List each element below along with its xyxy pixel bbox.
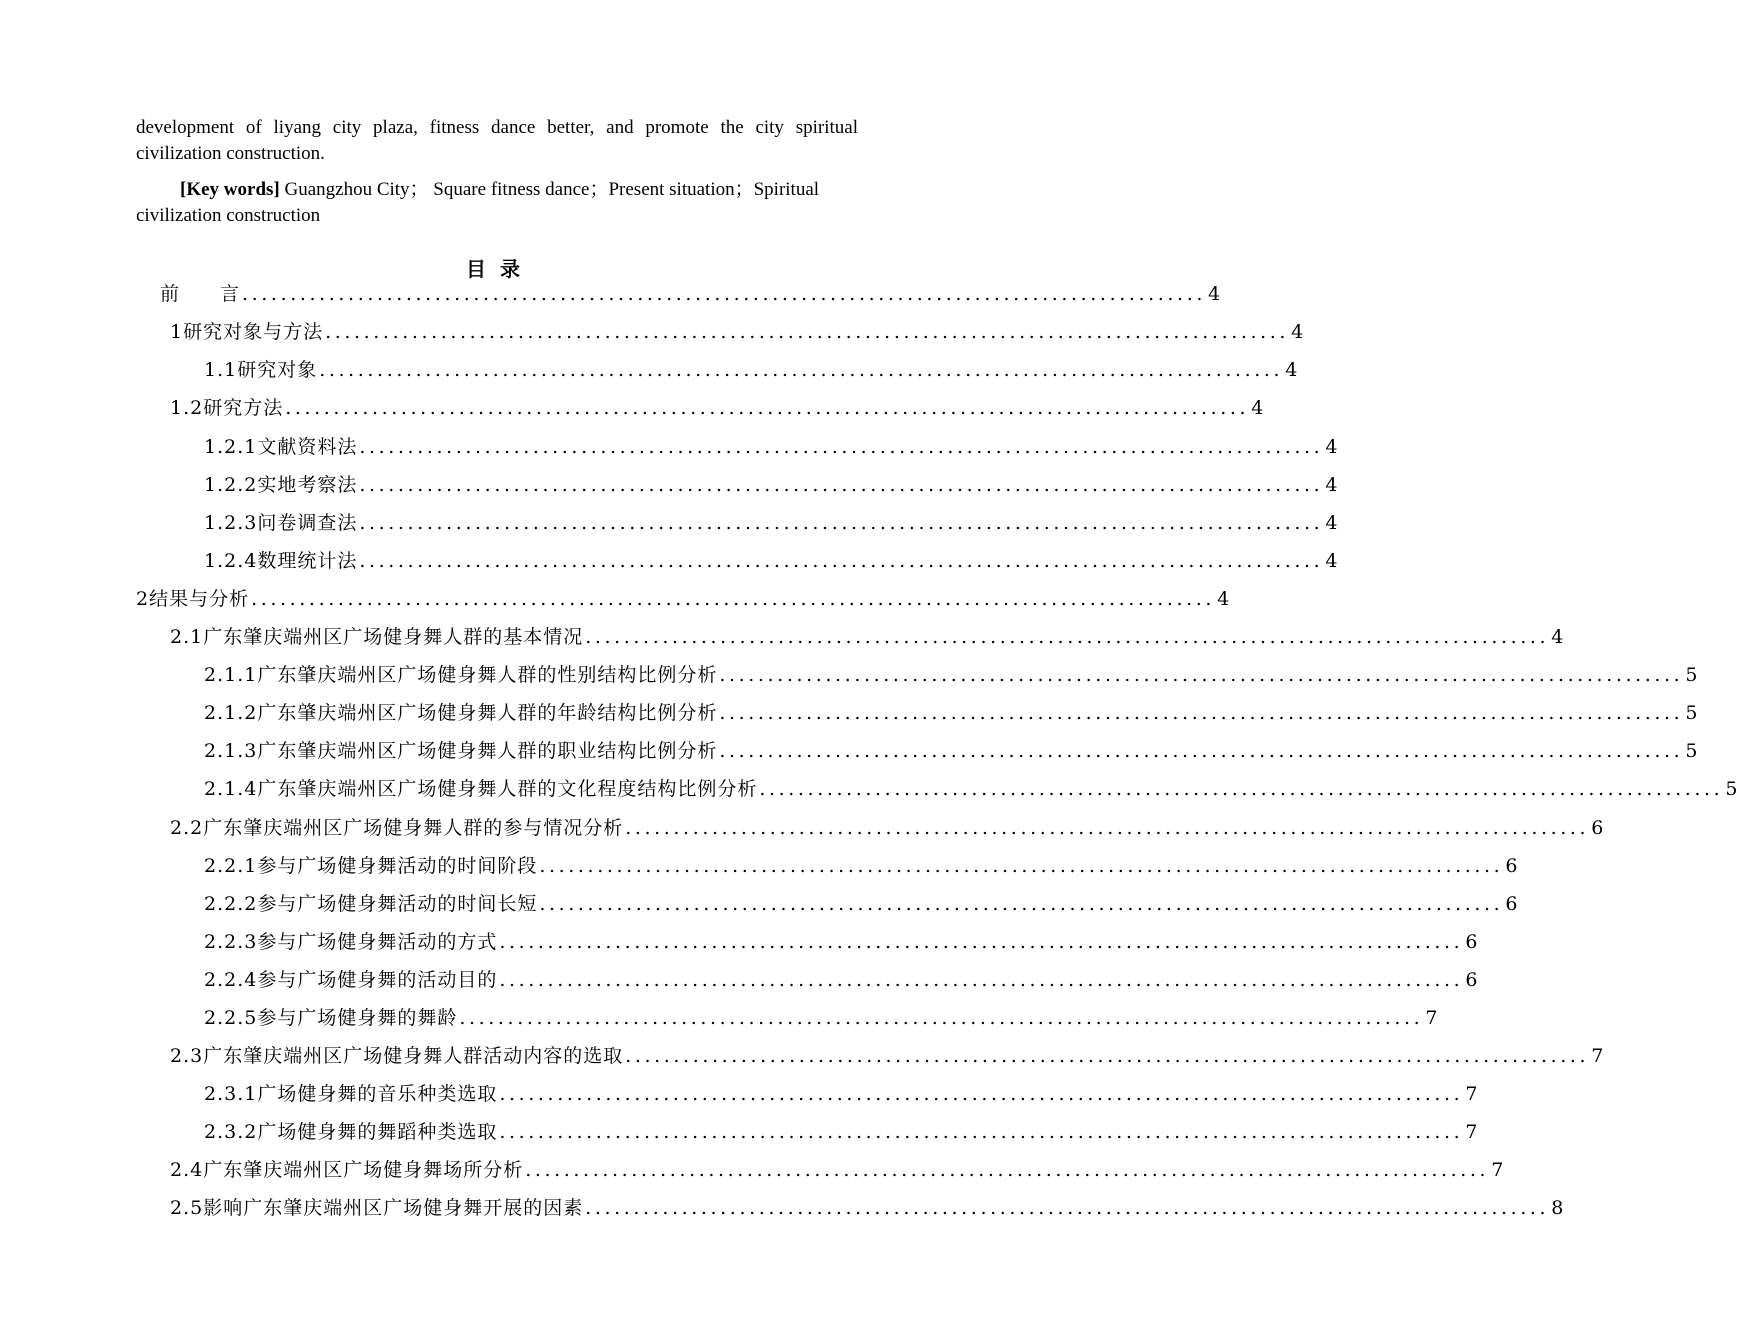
toc-entry-label: 2.2.2参与广场健身舞活动的时间长短: [204, 893, 538, 915]
toc-entry-page: 4: [1217, 588, 1230, 610]
toc-entry-page: 5: [1685, 664, 1698, 686]
toc-entry-2-5: [170, 1195, 1564, 1221]
toc-entry-page: 7: [1465, 1121, 1478, 1143]
toc-leader-dots: ....................................................................................................: [759, 778, 1724, 800]
toc-entry-2-2-5: [204, 1005, 1438, 1031]
toc-entry-label: 2.3.1广场健身舞的音乐种类选取: [204, 1083, 498, 1105]
toc-leader-dots: ....................................................................................................: [719, 740, 1684, 762]
toc-entry-page: 6: [1591, 817, 1604, 839]
toc-entry-label: 2.2.5参与广场健身舞的舞龄: [204, 1007, 458, 1029]
toc-entry-page: 7: [1591, 1045, 1604, 1067]
toc-entry-label: 2.1.2广东肇庆端州区广场健身舞人群的年龄结构比例分析: [204, 702, 718, 724]
toc-entry-2-2-3: [204, 929, 1478, 955]
toc-entry-page: 4: [1251, 397, 1264, 419]
toc-entry-page: 5: [1685, 702, 1698, 724]
toc-entry-label: 2结果与分析: [136, 588, 250, 610]
toc-entry-2-2-4: [204, 967, 1478, 993]
toc-entry-page: 6: [1465, 969, 1478, 991]
toc-entry-label: 2.4广东肇庆端州区广场健身舞场所分析: [170, 1159, 524, 1181]
toc-leader-dots: ....................................................................................................: [359, 474, 1324, 496]
toc-entry-label: 2.3.2广场健身舞的舞蹈种类选取: [204, 1121, 498, 1143]
toc-entry-page: 6: [1465, 931, 1478, 953]
toc-entry-1-2-3: [204, 510, 1338, 536]
keywords-paragraph: [136, 177, 858, 229]
toc-entry-preface: [160, 281, 1221, 307]
toc-entry-page: 7: [1491, 1159, 1504, 1181]
toc-leader-dots: ....................................................................................................: [539, 893, 1504, 915]
keywords-label: [Key words]: [180, 179, 280, 200]
toc-entry-label: 2.1.3广东肇庆端州区广场健身舞人群的职业结构比例分析: [204, 740, 718, 762]
toc-entry-2-3-2: [204, 1119, 1478, 1145]
toc-leader-dots: ....................................................................................................: [499, 1121, 1464, 1143]
toc-entry-2-4: [170, 1157, 1504, 1183]
toc-entry-page: 4: [1551, 626, 1564, 648]
toc-entry-2-3-1: [204, 1081, 1478, 1107]
toc-leader-dots: ....................................................................................................: [359, 550, 1324, 572]
toc-entry-label: 1.2研究方法: [170, 397, 284, 419]
toc-entry-page: 4: [1325, 474, 1338, 496]
toc-entry-label: 2.2广东肇庆端州区广场健身舞人群的参与情况分析: [170, 817, 624, 839]
toc-leader-dots: ....................................................................................................: [625, 817, 1590, 839]
toc-entry-label: 2.3广东肇庆端州区广场健身舞人群活动内容的选取: [170, 1045, 624, 1067]
toc-leader-dots: ....................................................................................................: [499, 969, 1464, 991]
toc-entry-label: 1.2.2实地考察法: [204, 474, 358, 496]
toc-leader-dots: ....................................................................................................: [319, 359, 1284, 381]
toc-leader-dots: ....................................................................................................: [325, 321, 1290, 343]
toc-title: 目录: [466, 257, 534, 281]
toc-entry-label: 1.2.1文献资料法: [204, 436, 358, 458]
toc-entry-2-1: [170, 624, 1564, 650]
toc-entry-label: 2.2.3参与广场健身舞活动的方式: [204, 931, 498, 953]
toc-entry-2-1-4: [204, 776, 1737, 802]
toc-leader-dots: ....................................................................................................: [585, 1197, 1550, 1219]
toc-entry-label: 1.1研究对象: [204, 359, 318, 381]
toc-entry-label: 2.1.1广东肇庆端州区广场健身舞人群的性别结构比例分析: [204, 664, 718, 686]
toc-leader-dots: ....................................................................................................: [499, 931, 1464, 953]
toc-leader-dots: ....................................................................................................: [585, 626, 1550, 648]
toc-entry-page: 4: [1325, 550, 1338, 572]
toc-entry-2-2-1: [204, 853, 1518, 879]
toc-entry-2-2: [170, 815, 1604, 841]
abstract-tail-paragraph: development of liyang city plaza, fitness dance better, and promote the city spiritual civilization construction.: [136, 117, 858, 164]
toc-entry-page: 4: [1207, 283, 1221, 305]
toc-leader-dots: ....................................................................................................: [525, 1159, 1490, 1181]
toc-leader-dots: ....................................................................................................: [459, 1007, 1424, 1029]
toc-entry-page: 6: [1505, 893, 1518, 915]
toc-entry-page: 4: [1285, 359, 1298, 381]
toc-leader-dots: ....................................................................................................: [285, 397, 1250, 419]
toc-entry-label: 前 言: [160, 283, 241, 305]
toc-entry-2-1-1: [204, 662, 1698, 688]
toc-leader-dots: ....................................................................................................: [539, 855, 1504, 877]
toc-leader-dots: ....................................................................................................: [359, 512, 1324, 534]
toc-leader-dots: ....................................................................................................: [625, 1045, 1590, 1067]
toc-leader-dots: ....................................................................................................: [499, 1083, 1464, 1105]
toc-entry-1: [170, 319, 1304, 345]
toc-leader-dots: ....................................................................................................: [359, 436, 1324, 458]
toc-entry-1-2-2: [204, 472, 1338, 498]
toc-leader-dots: ....................................................................................................: [251, 588, 1216, 610]
toc-entry-page: 8: [1551, 1197, 1564, 1219]
toc-entry-label: 2.1广东肇庆端州区广场健身舞人群的基本情况: [170, 626, 584, 648]
toc-leader-dots: ....................................................................................................: [719, 664, 1684, 686]
toc-leader-dots: ....................................................................................................: [719, 702, 1684, 724]
toc-entry-label: 2.2.4参与广场健身舞的活动目的: [204, 969, 498, 991]
toc-entry-page: 4: [1325, 512, 1338, 534]
toc-entry-label: 1.2.3问卷调查法: [204, 512, 358, 534]
keywords-text: Guangzhou City； Square fitness dance；Present situation；Spiritual civilization construction: [136, 179, 820, 226]
toc-entry-2-1-2: [204, 700, 1698, 726]
toc-entry-1-1: [204, 357, 1298, 383]
toc-leader-dots: ....................................................................................................: [242, 283, 1206, 305]
toc-entry-page: 7: [1465, 1083, 1478, 1105]
toc-entry-1-2: [170, 395, 1264, 421]
toc-entry-label: 1研究对象与方法: [170, 321, 324, 343]
toc-entry-page: 4: [1325, 436, 1338, 458]
toc-entry-label: 2.1.4广东肇庆端州区广场健身舞人群的文化程度结构比例分析: [204, 778, 758, 800]
toc-entry-page: 5: [1685, 740, 1698, 762]
toc-entry-label: 2.2.1参与广场健身舞活动的时间阶段: [204, 855, 538, 877]
toc-entry-page: 5: [1725, 778, 1737, 800]
toc-entry-1-2-1: [204, 434, 1338, 460]
toc-entry-label: 2.5影响广东肇庆端州区广场健身舞开展的因素: [170, 1197, 584, 1219]
toc-entry-2-1-3: [204, 738, 1698, 764]
toc-entry-page: 4: [1291, 321, 1304, 343]
toc-entry-label: 1.2.4数理统计法: [204, 550, 358, 572]
toc-entry-page: 6: [1505, 855, 1518, 877]
toc-entry-2-3: [170, 1043, 1604, 1069]
toc-entry-2: [136, 586, 1230, 612]
toc-entry-2-2-2: [204, 891, 1518, 917]
toc-entry-1-2-4: [204, 548, 1338, 574]
toc-entry-page: 7: [1425, 1007, 1438, 1029]
